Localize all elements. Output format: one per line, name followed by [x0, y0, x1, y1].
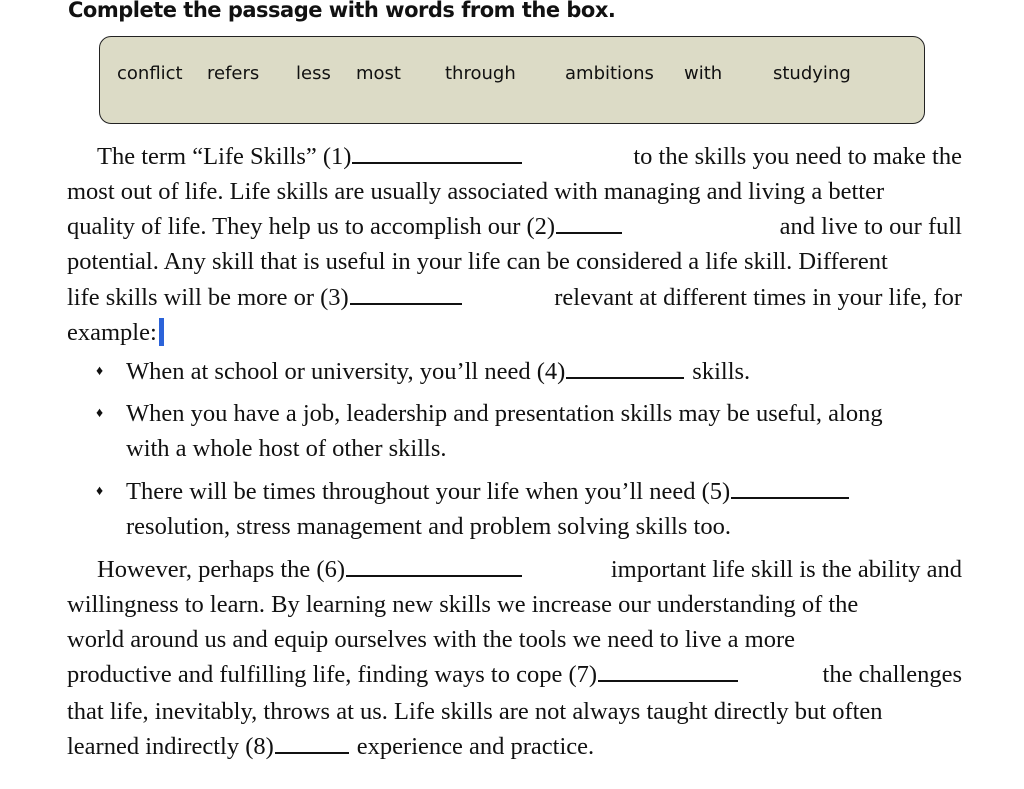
- word-option: conflict: [117, 63, 183, 84]
- bullet-item: When you have a job, leadership and presentation skills may be useful, along: [126, 400, 883, 427]
- bullet-icon: ♦: [96, 364, 104, 379]
- word-option: with: [684, 63, 723, 84]
- blank-6[interactable]: [346, 555, 522, 577]
- blank-8[interactable]: [275, 732, 349, 754]
- bullet-item: There will be times throughout your life when you’ll need (5): [126, 477, 849, 507]
- word-option: refers: [207, 63, 260, 84]
- blank-1[interactable]: [352, 142, 522, 164]
- word-option: studying: [773, 63, 851, 84]
- passage-line: that life, inevitably, throws at us. Life skills are not always taught directly but often: [67, 698, 883, 725]
- passage-line: example:: [67, 318, 164, 348]
- passage-line: world around us and equip ourselves with the tools we need to live a more: [67, 626, 796, 653]
- bullet-icon: ♦: [96, 484, 104, 499]
- passage-line: The term “Life Skills” (1) to the skills you need to make the: [97, 143, 962, 170]
- text-cursor: [159, 318, 164, 346]
- bullet-item-continued: with a whole host of other skills.: [126, 435, 447, 462]
- blank-3[interactable]: [350, 283, 462, 305]
- passage-line: life skills will be more or (3) relevant at different times in your life, for: [67, 284, 962, 311]
- passage-line: However, perhaps the (6) important life skill is the ability and: [97, 556, 962, 583]
- passage-line: learned indirectly (8) experience and practice.: [67, 733, 595, 760]
- passage-line: productive and fulfilling life, finding ways to cope (7) the challenges: [67, 661, 962, 688]
- passage-line: potential. Any skill that is useful in your life can be considered a life skill. Different: [67, 248, 888, 275]
- word-box: [99, 36, 925, 124]
- word-option: through: [445, 63, 516, 84]
- bullet-icon: ♦: [96, 406, 104, 421]
- bullet-item-continued: resolution, stress management and problem solving skills too.: [126, 513, 731, 540]
- word-option: less: [296, 63, 331, 84]
- blank-2[interactable]: [556, 212, 622, 234]
- passage-line: quality of life. They help us to accomplish our (2) and live to our full: [67, 213, 962, 240]
- passage-line: willingness to learn. By learning new skills we increase our understanding of the: [67, 591, 859, 618]
- word-option: most: [356, 63, 401, 84]
- bullet-item: When at school or university, you’ll need (4) skills.: [126, 358, 751, 385]
- blank-4[interactable]: [566, 357, 684, 379]
- instruction-heading: Complete the passage with words from the box.: [68, 0, 616, 22]
- word-option: ambitions: [565, 63, 654, 84]
- passage-line: most out of life. Life skills are usually associated with managing and living a better: [67, 178, 885, 205]
- blank-5[interactable]: [731, 477, 849, 499]
- blank-7[interactable]: [598, 660, 738, 682]
